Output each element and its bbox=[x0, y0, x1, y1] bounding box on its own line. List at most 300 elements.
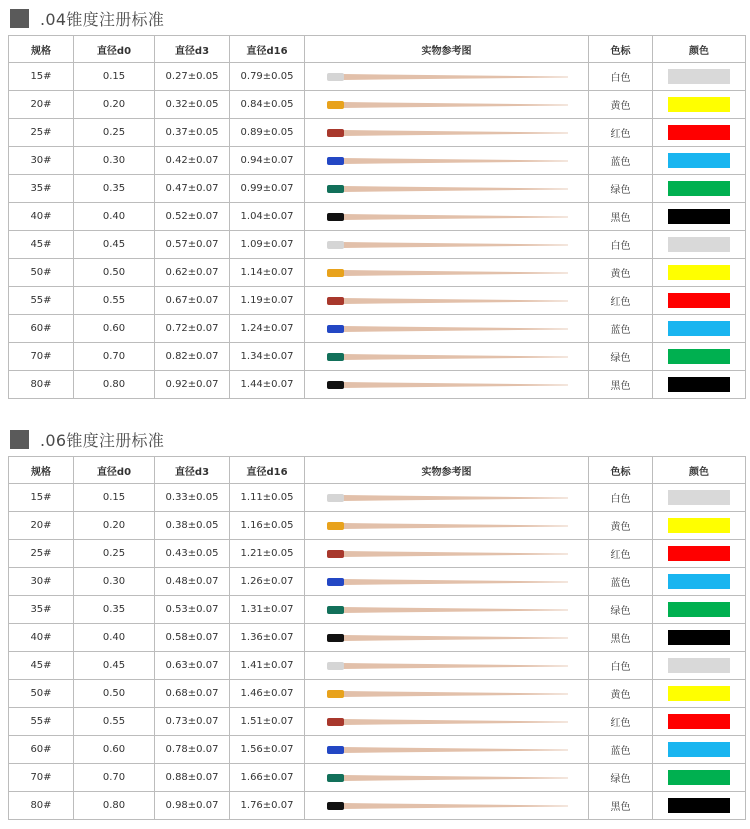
file-handle bbox=[327, 353, 344, 361]
d3-cell: 0.67±0.07 bbox=[155, 287, 230, 315]
column-header-d3: 直径d3 bbox=[155, 36, 230, 63]
color-swatch bbox=[668, 125, 730, 140]
d16-cell: 1.41±0.07 bbox=[230, 652, 305, 680]
heading-square-icon bbox=[10, 430, 29, 449]
d0-cell: 0.80 bbox=[74, 371, 155, 399]
file-handle bbox=[327, 634, 344, 642]
endodontic-file-icon bbox=[324, 660, 570, 672]
d3-cell: 0.47±0.07 bbox=[155, 175, 230, 203]
endodontic-file-icon bbox=[324, 183, 570, 195]
table-row bbox=[9, 484, 746, 512]
color-swatch-cell bbox=[653, 596, 746, 624]
table-row bbox=[9, 259, 746, 287]
d0-cell: 0.50 bbox=[74, 259, 155, 287]
d16-cell: 1.36±0.07 bbox=[230, 624, 305, 652]
color-code-cell: 红色 bbox=[589, 708, 653, 736]
file-shaft bbox=[343, 186, 568, 192]
color-swatch bbox=[668, 153, 730, 168]
color-swatch-cell bbox=[653, 91, 746, 119]
file-handle bbox=[327, 325, 344, 333]
d16-cell: 0.99±0.07 bbox=[230, 175, 305, 203]
color-swatch bbox=[668, 714, 730, 729]
d16-cell: 1.46±0.07 bbox=[230, 680, 305, 708]
d0-cell: 0.45 bbox=[74, 231, 155, 259]
size-cell: 40# bbox=[9, 203, 74, 231]
d0-cell: 0.55 bbox=[74, 708, 155, 736]
file-image-cell bbox=[305, 764, 589, 792]
size-cell: 20# bbox=[9, 91, 74, 119]
file-image-cell bbox=[305, 484, 589, 512]
color-code-cell: 蓝色 bbox=[589, 147, 653, 175]
d16-cell: 1.21±0.05 bbox=[230, 540, 305, 568]
endodontic-file-icon bbox=[324, 99, 570, 111]
d16-cell: 1.56±0.07 bbox=[230, 736, 305, 764]
d16-cell: 1.34±0.07 bbox=[230, 343, 305, 371]
section-heading bbox=[10, 427, 164, 451]
column-header-color-code: 色标 bbox=[589, 36, 653, 63]
file-shaft bbox=[343, 242, 568, 248]
endodontic-file-icon bbox=[324, 295, 570, 307]
size-cell: 25# bbox=[9, 119, 74, 147]
table-row bbox=[9, 652, 746, 680]
file-handle bbox=[327, 157, 344, 165]
column-header-color-code: 色标 bbox=[589, 457, 653, 484]
d3-cell: 0.88±0.07 bbox=[155, 764, 230, 792]
table-row bbox=[9, 91, 746, 119]
endodontic-file-icon bbox=[324, 520, 570, 532]
color-code-cell: 绿色 bbox=[589, 596, 653, 624]
file-image-cell bbox=[305, 371, 589, 399]
table-row bbox=[9, 792, 746, 820]
file-shaft bbox=[343, 270, 568, 276]
table-row bbox=[9, 540, 746, 568]
color-swatch bbox=[668, 686, 730, 701]
color-swatch bbox=[668, 490, 730, 505]
table-row bbox=[9, 568, 746, 596]
d3-cell: 0.53±0.07 bbox=[155, 596, 230, 624]
color-swatch bbox=[668, 602, 730, 617]
table-row bbox=[9, 512, 746, 540]
d0-cell: 0.25 bbox=[74, 119, 155, 147]
file-image-cell bbox=[305, 792, 589, 820]
color-swatch bbox=[668, 265, 730, 280]
color-swatch bbox=[668, 237, 730, 252]
d16-cell: 0.79±0.05 bbox=[230, 63, 305, 91]
color-swatch-cell bbox=[653, 119, 746, 147]
table-row bbox=[9, 680, 746, 708]
d3-cell: 0.68±0.07 bbox=[155, 680, 230, 708]
size-cell: 30# bbox=[9, 568, 74, 596]
file-shaft bbox=[343, 102, 568, 108]
file-shaft bbox=[343, 74, 568, 80]
file-handle bbox=[327, 241, 344, 249]
file-shaft bbox=[343, 635, 568, 641]
size-cell: 20# bbox=[9, 512, 74, 540]
section-title: .04锥度注册标准 bbox=[40, 9, 165, 29]
size-cell: 70# bbox=[9, 343, 74, 371]
d16-cell: 1.44±0.07 bbox=[230, 371, 305, 399]
size-cell: 45# bbox=[9, 231, 74, 259]
d0-cell: 0.40 bbox=[74, 203, 155, 231]
file-image-cell bbox=[305, 568, 589, 596]
endodontic-file-icon bbox=[324, 772, 570, 784]
table-row bbox=[9, 343, 746, 371]
size-cell: 15# bbox=[9, 484, 74, 512]
color-swatch-cell bbox=[653, 792, 746, 820]
color-code-cell: 白色 bbox=[589, 231, 653, 259]
d0-cell: 0.55 bbox=[74, 287, 155, 315]
d0-cell: 0.70 bbox=[74, 764, 155, 792]
color-swatch-cell bbox=[653, 63, 746, 91]
file-handle bbox=[327, 213, 344, 221]
size-cell: 50# bbox=[9, 259, 74, 287]
file-shaft bbox=[343, 551, 568, 557]
color-code-cell: 黄色 bbox=[589, 91, 653, 119]
color-swatch-cell bbox=[653, 652, 746, 680]
file-shaft bbox=[343, 214, 568, 220]
table-row bbox=[9, 203, 746, 231]
table-row bbox=[9, 708, 746, 736]
file-shaft bbox=[343, 719, 568, 725]
table-row bbox=[9, 231, 746, 259]
d0-cell: 0.70 bbox=[74, 343, 155, 371]
color-code-cell: 黑色 bbox=[589, 792, 653, 820]
file-handle bbox=[327, 269, 344, 277]
endodontic-file-icon bbox=[324, 548, 570, 560]
file-handle bbox=[327, 73, 344, 81]
color-swatch bbox=[668, 630, 730, 645]
file-image-cell bbox=[305, 540, 589, 568]
color-code-cell: 红色 bbox=[589, 540, 653, 568]
color-code-cell: 黑色 bbox=[589, 371, 653, 399]
d0-cell: 0.25 bbox=[74, 540, 155, 568]
file-image-cell bbox=[305, 708, 589, 736]
color-code-cell: 蓝色 bbox=[589, 315, 653, 343]
color-swatch-cell bbox=[653, 624, 746, 652]
d16-cell: 1.76±0.07 bbox=[230, 792, 305, 820]
file-image-cell bbox=[305, 736, 589, 764]
color-swatch bbox=[668, 798, 730, 813]
color-swatch-cell bbox=[653, 343, 746, 371]
file-image-cell bbox=[305, 231, 589, 259]
table-row bbox=[9, 315, 746, 343]
color-code-cell: 绿色 bbox=[589, 764, 653, 792]
endodontic-file-icon bbox=[324, 239, 570, 251]
color-code-cell: 黑色 bbox=[589, 203, 653, 231]
size-cell: 60# bbox=[9, 315, 74, 343]
file-handle bbox=[327, 774, 344, 782]
d3-cell: 0.38±0.05 bbox=[155, 512, 230, 540]
d16-cell: 1.16±0.05 bbox=[230, 512, 305, 540]
size-cell: 55# bbox=[9, 287, 74, 315]
color-swatch bbox=[668, 658, 730, 673]
d3-cell: 0.37±0.05 bbox=[155, 119, 230, 147]
size-cell: 80# bbox=[9, 792, 74, 820]
file-handle bbox=[327, 129, 344, 137]
d3-cell: 0.78±0.07 bbox=[155, 736, 230, 764]
endodontic-file-icon bbox=[324, 492, 570, 504]
size-cell: 80# bbox=[9, 371, 74, 399]
d0-cell: 0.20 bbox=[74, 91, 155, 119]
d3-cell: 0.73±0.07 bbox=[155, 708, 230, 736]
heading-square-icon bbox=[10, 9, 29, 28]
spec-table bbox=[8, 456, 746, 820]
file-shaft bbox=[343, 579, 568, 585]
file-handle bbox=[327, 297, 344, 305]
d3-cell: 0.72±0.07 bbox=[155, 315, 230, 343]
endodontic-file-icon bbox=[324, 800, 570, 812]
d16-cell: 1.19±0.07 bbox=[230, 287, 305, 315]
color-code-cell: 红色 bbox=[589, 119, 653, 147]
color-swatch bbox=[668, 293, 730, 308]
color-code-cell: 白色 bbox=[589, 652, 653, 680]
d3-cell: 0.48±0.07 bbox=[155, 568, 230, 596]
color-swatch-cell bbox=[653, 371, 746, 399]
color-swatch bbox=[668, 349, 730, 364]
column-header-d16: 直径d16 bbox=[230, 36, 305, 63]
table-row bbox=[9, 736, 746, 764]
d16-cell: 1.31±0.07 bbox=[230, 596, 305, 624]
color-swatch-cell bbox=[653, 315, 746, 343]
file-image-cell bbox=[305, 512, 589, 540]
color-swatch-cell bbox=[653, 287, 746, 315]
file-image-cell bbox=[305, 63, 589, 91]
file-handle bbox=[327, 494, 344, 502]
size-cell: 60# bbox=[9, 736, 74, 764]
color-code-cell: 黄色 bbox=[589, 259, 653, 287]
d3-cell: 0.52±0.07 bbox=[155, 203, 230, 231]
file-handle bbox=[327, 381, 344, 389]
size-cell: 35# bbox=[9, 596, 74, 624]
column-header-color: 颜色 bbox=[653, 36, 746, 63]
file-shaft bbox=[343, 495, 568, 501]
d0-cell: 0.20 bbox=[74, 512, 155, 540]
d0-cell: 0.15 bbox=[74, 484, 155, 512]
color-swatch-cell bbox=[653, 512, 746, 540]
d0-cell: 0.30 bbox=[74, 568, 155, 596]
file-image-cell bbox=[305, 203, 589, 231]
file-image-cell bbox=[305, 287, 589, 315]
table-header-row bbox=[9, 457, 746, 484]
endodontic-file-icon bbox=[324, 351, 570, 363]
d16-cell: 1.04±0.07 bbox=[230, 203, 305, 231]
file-shaft bbox=[343, 607, 568, 613]
column-header-d0: 直径d0 bbox=[74, 36, 155, 63]
size-cell: 15# bbox=[9, 63, 74, 91]
endodontic-file-icon bbox=[324, 716, 570, 728]
endodontic-file-icon bbox=[324, 71, 570, 83]
size-cell: 55# bbox=[9, 708, 74, 736]
color-swatch-cell bbox=[653, 680, 746, 708]
d16-cell: 0.84±0.05 bbox=[230, 91, 305, 119]
size-cell: 35# bbox=[9, 175, 74, 203]
color-code-cell: 白色 bbox=[589, 63, 653, 91]
color-swatch-cell bbox=[653, 764, 746, 792]
d0-cell: 0.45 bbox=[74, 652, 155, 680]
file-shaft bbox=[343, 298, 568, 304]
color-swatch-cell bbox=[653, 175, 746, 203]
size-cell: 30# bbox=[9, 147, 74, 175]
file-image-cell bbox=[305, 175, 589, 203]
section-heading bbox=[10, 6, 164, 30]
d3-cell: 0.27±0.05 bbox=[155, 63, 230, 91]
column-header-size: 规格 bbox=[9, 36, 74, 63]
color-swatch-cell bbox=[653, 708, 746, 736]
file-handle bbox=[327, 606, 344, 614]
color-swatch-cell bbox=[653, 736, 746, 764]
d16-cell: 1.11±0.05 bbox=[230, 484, 305, 512]
size-cell: 45# bbox=[9, 652, 74, 680]
file-handle bbox=[327, 690, 344, 698]
color-code-cell: 红色 bbox=[589, 287, 653, 315]
d3-cell: 0.92±0.07 bbox=[155, 371, 230, 399]
endodontic-file-icon bbox=[324, 604, 570, 616]
d16-cell: 1.66±0.07 bbox=[230, 764, 305, 792]
file-handle bbox=[327, 802, 344, 810]
d0-cell: 0.30 bbox=[74, 147, 155, 175]
d16-cell: 0.94±0.07 bbox=[230, 147, 305, 175]
file-image-cell bbox=[305, 119, 589, 147]
file-handle bbox=[327, 101, 344, 109]
file-handle bbox=[327, 522, 344, 530]
color-code-cell: 蓝色 bbox=[589, 736, 653, 764]
table-row bbox=[9, 287, 746, 315]
file-shaft bbox=[343, 803, 568, 809]
endodontic-file-icon bbox=[324, 576, 570, 588]
file-handle bbox=[327, 718, 344, 726]
endodontic-file-icon bbox=[324, 744, 570, 756]
d16-cell: 0.89±0.05 bbox=[230, 119, 305, 147]
file-image-cell bbox=[305, 259, 589, 287]
file-image-cell bbox=[305, 624, 589, 652]
color-swatch-cell bbox=[653, 203, 746, 231]
file-image-cell bbox=[305, 147, 589, 175]
color-swatch bbox=[668, 181, 730, 196]
d0-cell: 0.15 bbox=[74, 63, 155, 91]
d3-cell: 0.57±0.07 bbox=[155, 231, 230, 259]
file-shaft bbox=[343, 158, 568, 164]
endodontic-file-icon bbox=[324, 323, 570, 335]
d3-cell: 0.63±0.07 bbox=[155, 652, 230, 680]
d3-cell: 0.43±0.05 bbox=[155, 540, 230, 568]
d3-cell: 0.98±0.07 bbox=[155, 792, 230, 820]
color-code-cell: 黄色 bbox=[589, 512, 653, 540]
file-shaft bbox=[343, 663, 568, 669]
d0-cell: 0.35 bbox=[74, 596, 155, 624]
table-row bbox=[9, 175, 746, 203]
color-swatch-cell bbox=[653, 147, 746, 175]
table-row bbox=[9, 371, 746, 399]
endodontic-file-icon bbox=[324, 155, 570, 167]
color-code-cell: 绿色 bbox=[589, 343, 653, 371]
d16-cell: 1.09±0.07 bbox=[230, 231, 305, 259]
column-header-d16: 直径d16 bbox=[230, 457, 305, 484]
column-header-reference-image: 实物参考图 bbox=[305, 457, 589, 484]
color-swatch bbox=[668, 97, 730, 112]
file-handle bbox=[327, 550, 344, 558]
file-shaft bbox=[343, 354, 568, 360]
color-code-cell: 绿色 bbox=[589, 175, 653, 203]
color-swatch bbox=[668, 546, 730, 561]
d16-cell: 1.24±0.07 bbox=[230, 315, 305, 343]
color-swatch-cell bbox=[653, 259, 746, 287]
size-cell: 70# bbox=[9, 764, 74, 792]
color-swatch bbox=[668, 518, 730, 533]
color-swatch bbox=[668, 377, 730, 392]
file-shaft bbox=[343, 130, 568, 136]
endodontic-file-icon bbox=[324, 127, 570, 139]
file-image-cell bbox=[305, 680, 589, 708]
d3-cell: 0.32±0.05 bbox=[155, 91, 230, 119]
color-swatch bbox=[668, 770, 730, 785]
d16-cell: 1.51±0.07 bbox=[230, 708, 305, 736]
d3-cell: 0.33±0.05 bbox=[155, 484, 230, 512]
d16-cell: 1.14±0.07 bbox=[230, 259, 305, 287]
color-swatch-cell bbox=[653, 540, 746, 568]
color-swatch bbox=[668, 69, 730, 84]
color-swatch bbox=[668, 574, 730, 589]
d3-cell: 0.42±0.07 bbox=[155, 147, 230, 175]
color-swatch-cell bbox=[653, 231, 746, 259]
color-swatch bbox=[668, 209, 730, 224]
section-title: .06锥度注册标准 bbox=[40, 430, 165, 450]
table-row bbox=[9, 119, 746, 147]
color-code-cell: 白色 bbox=[589, 484, 653, 512]
file-shaft bbox=[343, 747, 568, 753]
file-image-cell bbox=[305, 315, 589, 343]
color-swatch-cell bbox=[653, 484, 746, 512]
file-image-cell bbox=[305, 343, 589, 371]
size-cell: 50# bbox=[9, 680, 74, 708]
d0-cell: 0.50 bbox=[74, 680, 155, 708]
endodontic-file-icon bbox=[324, 688, 570, 700]
column-header-d3: 直径d3 bbox=[155, 457, 230, 484]
table-row bbox=[9, 63, 746, 91]
file-shaft bbox=[343, 775, 568, 781]
table-row bbox=[9, 147, 746, 175]
file-shaft bbox=[343, 691, 568, 697]
file-image-cell bbox=[305, 596, 589, 624]
color-code-cell: 黄色 bbox=[589, 680, 653, 708]
d3-cell: 0.62±0.07 bbox=[155, 259, 230, 287]
color-swatch bbox=[668, 742, 730, 757]
color-swatch bbox=[668, 321, 730, 336]
file-handle bbox=[327, 185, 344, 193]
color-code-cell: 黑色 bbox=[589, 624, 653, 652]
column-header-size: 规格 bbox=[9, 457, 74, 484]
file-handle bbox=[327, 746, 344, 754]
endodontic-file-icon bbox=[324, 267, 570, 279]
table-row bbox=[9, 764, 746, 792]
file-shaft bbox=[343, 523, 568, 529]
endodontic-file-icon bbox=[324, 211, 570, 223]
color-swatch-cell bbox=[653, 568, 746, 596]
table-row bbox=[9, 624, 746, 652]
table-header-row bbox=[9, 36, 746, 63]
column-header-reference-image: 实物参考图 bbox=[305, 36, 589, 63]
file-image-cell bbox=[305, 652, 589, 680]
d0-cell: 0.35 bbox=[74, 175, 155, 203]
size-cell: 25# bbox=[9, 540, 74, 568]
spec-table bbox=[8, 35, 746, 399]
endodontic-file-icon bbox=[324, 632, 570, 644]
table-row bbox=[9, 596, 746, 624]
file-handle bbox=[327, 578, 344, 586]
endodontic-file-icon bbox=[324, 379, 570, 391]
size-cell: 40# bbox=[9, 624, 74, 652]
color-code-cell: 蓝色 bbox=[589, 568, 653, 596]
file-handle bbox=[327, 662, 344, 670]
